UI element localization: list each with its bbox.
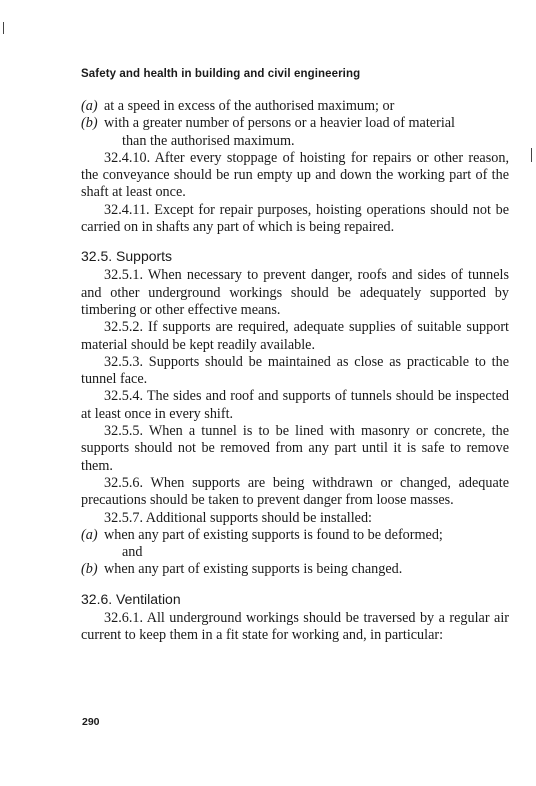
list-a [81, 98, 509, 150]
paragraph-32-5-1: 32.5.1. When necessary to prevent danger, roofs and sides of tunnels and other underground workings should be adequately supported by timbering or other effective means. [81, 267, 509, 318]
item-text: with a greater number of persons or a heavier load of material [104, 115, 455, 132]
item-label: (a) [81, 98, 98, 114]
list-item [81, 527, 509, 562]
paragraph-32-5-5: 32.5.5. When a tunnel is to be lined with masonry or concrete, the supports should not be removed from any part until it is safe to remove them. [81, 423, 509, 474]
item-label: (b) [81, 561, 98, 578]
margin-mark-left [3, 22, 4, 34]
margin-mark-right [531, 148, 532, 162]
item-text: at a speed in excess of the authorised maximum; or [104, 98, 395, 114]
page-number: 290 [82, 716, 100, 728]
item-label: (a) [81, 526, 98, 543]
item-text-continued: than the authorised maximum. [122, 132, 295, 149]
item-text-continued: and [122, 544, 143, 561]
paragraph-32-4-10: 32.4.10. After every stoppage of hoisting for repairs or other reason, the conveyance should be run empty up and down the working part of the shaft at least once. [81, 149, 509, 201]
paragraph-32-5-6: 32.5.6. When supports are being withdrawn or changed, adequate precautions should be taken to prevent danger from loose masses. [81, 474, 509, 509]
list-item [81, 115, 509, 150]
list-item [81, 98, 509, 115]
item-text: when any part of existing supports is found to be deformed; [104, 526, 443, 543]
item-text: when any part of existing supports is being changed. [104, 561, 403, 578]
running-head: Safety and health in building and civil engineering [81, 68, 361, 80]
page-body [81, 68, 509, 644]
paragraph-32-5-4: 32.5.4. The sides and roof and supports of tunnels should be inspected at least once in every shift. [81, 388, 509, 422]
section-heading-ventilation: 32.6. Ventilation [81, 590, 181, 607]
section-heading-supports: 32.5. Supports [81, 248, 173, 265]
item-label: (b) [81, 115, 98, 132]
list-item [81, 561, 509, 578]
paragraph-32-5-7: 32.5.7. Additional supports should be installed: [104, 509, 372, 526]
paragraph-32-6-1: 32.6.1. All underground workings should be traversed by a regular air current to keep them in a fit state for working and, in particular: [81, 609, 509, 644]
list-b [81, 527, 509, 579]
paragraph-32-5-2: 32.5.2. If supports are required, adequate supplies of suitable support material should be kept readily available. [81, 319, 509, 353]
paragraph-32-4-11: 32.4.11. Except for repair purposes, hoisting operations should not be carried on in shafts any part of which is being repaired. [81, 201, 509, 236]
paragraph-32-5-3: 32.5.3. Supports should be maintained as close as practicable to the tunnel face. [81, 353, 509, 388]
